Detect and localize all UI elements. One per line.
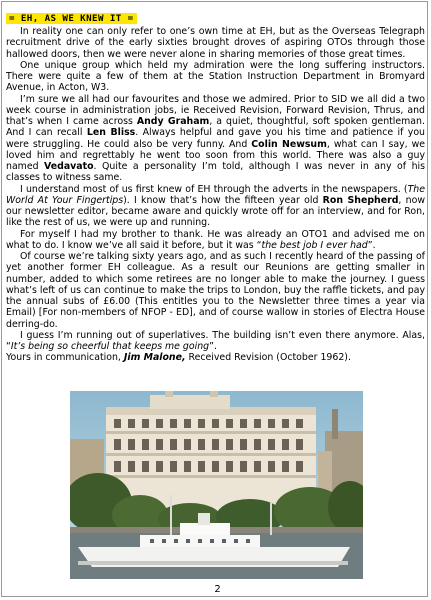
article-body xyxy=(6,26,425,364)
sign-off xyxy=(6,352,425,363)
advert-slogan: The World At Your Fingertips xyxy=(6,183,425,206)
quote-cheerful: It’s being so cheerful that keeps me going xyxy=(10,341,210,352)
page-number: 2 xyxy=(214,584,221,595)
text-segment: I’m sure we all had our favourites and those we admired. Prior to SID we all did a two week course in administration jobs, ie Received Revision, Forward Revision, Thrus, and that’s when I came across xyxy=(6,93,425,127)
article-heading: = EH, AS WE KNEW IT = xyxy=(6,13,137,24)
text-segment: ). I know that’s how the fifteen year old xyxy=(123,194,323,206)
text-segment: I understand most of us first knew of EH through the adverts in the newspapers. ( xyxy=(20,183,408,195)
text-segment: . Quite a personality I’m told, although I was never in any of his classes to witness same. xyxy=(6,161,425,184)
paragraph-4 xyxy=(6,184,425,229)
paragraph-3 xyxy=(6,94,425,184)
editor-name-ron-shepherd: Ron Shepherd xyxy=(322,194,399,206)
instructor-name-len-bliss: Len Bliss xyxy=(86,127,136,139)
article-container xyxy=(6,6,425,364)
text-segment: Received Revision (October 1962). xyxy=(185,352,351,364)
instructor-name-colin-newsum: Colin Newsum xyxy=(251,138,327,150)
text-segment: , a quiet, thoughtful, soft spoken gentleman. And I can recall xyxy=(6,116,425,139)
electra-house-photo xyxy=(70,391,363,579)
page-frame xyxy=(1,1,428,597)
text-segment: , what can I say, we loved him and regrettably he went too soon from this world. There was also a guy named xyxy=(6,138,426,172)
quote-best-job: the best job I ever had xyxy=(261,239,368,251)
paragraph-5 xyxy=(6,229,425,252)
text-segment: ”. xyxy=(367,239,376,251)
paragraph-6: Of course we’re talking sixty years ago, and as such I recently heard of the passing of yet another former EH colleague. As a result our Reunions are getting smaller in number, added to which some retirees are no longer able to make the journey. I guess what’s left of us can continue to make the trips to London, buy the raffle tickets, and pay the annual subs of £6.00 (This entitles you to the Newsletter three times a year via Email) [For non-members of NFOP - ED], and of course wallow in stories of Electra House derring-do. xyxy=(6,251,425,330)
paragraph-2: One unique group which held my admiration were the long suffering instructors. There were quite a few of them at the Station Instruction Department in Bromyard Avenue, in Acton, W3. xyxy=(6,59,425,94)
author-name: Jim Malone, xyxy=(123,352,186,364)
text-segment: I guess I’m running out of superlatives. The building isn’t even there anymore. Alas, “ xyxy=(6,329,425,352)
text-segment: For myself I had my brother to thank. He was already an OTO1 and advised me on what to do. I know we’ve all said it before, but it was “ xyxy=(6,228,425,251)
instructor-name-vedavato: Vedavato xyxy=(44,161,94,172)
instructor-name-andy-graham: Andy Graham xyxy=(136,116,210,127)
paragraph-1: In reality one can only refer to one’s own time at EH, but as the Overseas Telegraph recruitment drive of the early sixties brought droves of aspiring OTOs through those hallowed doors, then we were never alone in sharing memories of those great times. xyxy=(6,26,425,60)
text-segment: , now our newsletter editor, became aware and quickly wrote off for an interview, and for Ron, like the rest of us, we were up and running. xyxy=(6,194,426,229)
text-segment: ”. xyxy=(209,341,217,352)
text-segment: . Always helpful and gave you his time and patience if you were struggling. He could also be very funny. And xyxy=(6,127,426,150)
paragraph-7 xyxy=(6,330,425,353)
electra-house-illustration xyxy=(70,391,363,579)
text-segment: Yours in communication, xyxy=(6,352,124,364)
